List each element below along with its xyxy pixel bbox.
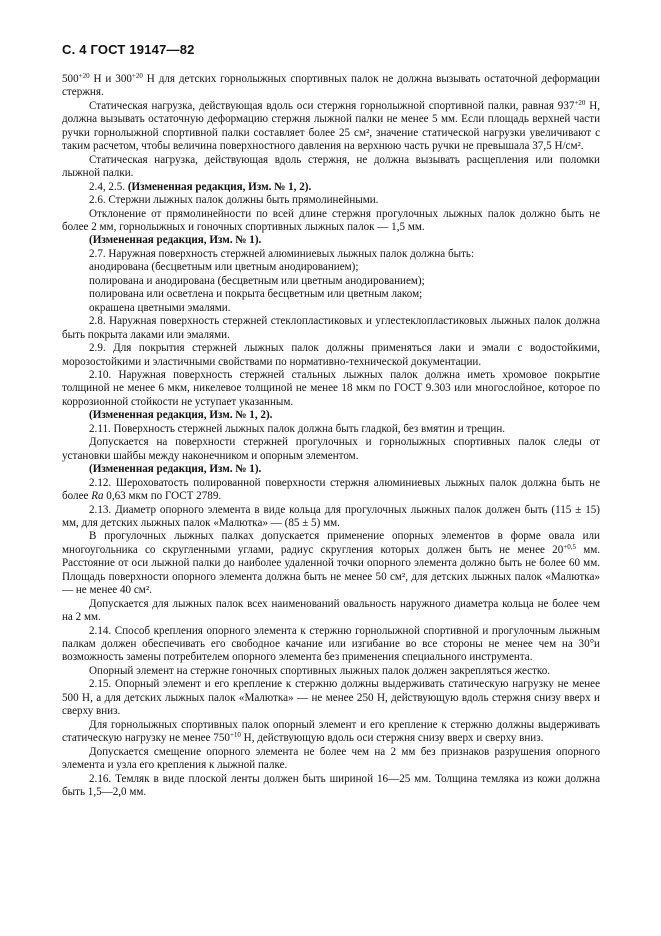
amendment-note: (Измененная редакция, Изм. № 1, 2).: [89, 409, 273, 422]
paragraph: 2.7. Наружная поверхность стержней алюминиевых лыжных палок должна быть:: [89, 247, 475, 260]
paragraph: 2.6. Стержни лыжных палок должны быть прямолинейными.: [89, 194, 379, 207]
paragraph: 2.15. Опорный элемент и его крепление к стержню должны выдерживать статическую нагрузку не менее 500 Н, а для детских лыжных палок «Малютка» — не менее 250 Н, действующую вдоль стержня снизу вверх и сверху вниз.: [62, 678, 600, 718]
list-item: анодирована (бесцветным или цветным анодированием);: [89, 261, 359, 274]
paragraph: 2.11. Поверхность стержней лыжных палок должна быть гладкой, без вмятин и трещин.: [89, 422, 506, 435]
paragraph: Для горнолыжных спортивных палок опорный элемент и его крепление к стержню должны выдерживать статическую нагрузку не менее $750^{+10}$ Н, действующую вдоль оси стержня снизу вверх и сверху вниз.: [62, 718, 600, 745]
amendment-note: (Измененная редакция, Изм. № 1).: [89, 463, 262, 476]
paragraph: 2.4, 2.5. (Измененная редакция, Изм. № 1, 2).: [89, 180, 312, 193]
list-item: окрашена цветными эмалями.: [89, 301, 231, 314]
paragraph: 2.12. Шероховатость полированной поверхности стержня алюминиевых лыжных палок должна быть не более Ra 0,63 мкм по ГОСТ 2789.: [62, 476, 600, 503]
list-item: полирована и анодирована (бесцветным или цветным анодированием);: [89, 274, 425, 287]
paragraph: Опорный элемент на стержне гоночных спортивных лыжных палок должен закрепляться жестко.: [89, 664, 551, 677]
paragraph: В прогулочных лыжных палках допускается применение опорных элементов в форме овала или многоугольника со скругленными углами, радиус скругления которых должен быть не менее $20^{+0,5}$ мм. Расстояние от оси лыжной палки до наиболее удаленной точки опорного элемента должно быть не более 60 мм. Площадь поверхности опорного элемента должна быть не менее 50 см², для детских лыжных палок «Малютка» — не менее 40 см².: [62, 530, 601, 597]
paragraph: 2.10. Наружная поверхность стержней стальных лыжных палок должна иметь хромовое покрытие толщиной не менее 6 мкм, никелевое толщиной не менее 18 мкм по ГОСТ 9.303 или многослойное, которое по коррозионной стойкости не уступает указанным.: [62, 368, 600, 408]
paragraph: Допускается для лыжных палок всех наименований овальность наружного диаметра кольца не более чем на 2 мм.: [62, 597, 600, 624]
list-item: полирована или осветлена и покрыта бесцветным или цветным лаком;: [89, 288, 423, 301]
paragraph: 2.13. Диаметр опорного элемента в виде кольца для прогулочных лыжных палок должен быть (115 ± 15) мм, для детских лыжных палок «Малютка» — (85 ± 5) мм.: [62, 503, 600, 529]
paragraph: Отклонение от прямолинейности по всей длине стержня прогулочных лыжных палок должно быть не более 2 мм, горнолыжных и гоночных спортивных лыжных палок — 1,5 мм.: [62, 207, 600, 233]
paragraph: Статическая нагрузка, действующая вдоль стержня, не должна вызывать расщепления или поломки лыжной палки.: [62, 153, 600, 180]
amendment-note: (Измененная редакция, Изм. № 1, 2).: [127, 180, 312, 193]
page-header: С. 4 ГОСТ 19147—82: [62, 42, 195, 57]
paragraph: Допускается смещение опорного элемента не более чем на 2 мм без признаков разрушения опорного элемента и узла его крепления к лыжной палке.: [62, 745, 600, 772]
amendment-note: (Измененная редакция, Изм. № 1).: [89, 234, 262, 247]
paragraph: $500^{+20}$ Н и $300^{+20}$ Н для детских горнолыжных спортивных палок не должна вызывать остаточной деформации стержня.: [62, 72, 600, 99]
paragraph: 2.9. Для покрытия стержней лыжных палок должны применяться лаки и эмали с водостойкими, морозостойкими и эластичными свойствами по нормативно-технической документации.: [62, 342, 600, 368]
document-body: [62, 73, 600, 799]
paragraph: Допускается на поверхности стержней прогулочных и горнолыжных спортивных палок следы от установки шайбы между наконечником и опорным элементом.: [62, 436, 600, 462]
paragraph: 2.16. Темляк в виде плоской ленты должен быть шириной 16—25 мм. Толщина темляка из кожи должна быть 1,5—2,0 мм.: [62, 772, 600, 799]
paragraph: 2.8. Наружная поверхность стержней стеклопластиковых и углестеклопластиковых лыжных палок должна быть покрыта лаками или эмалями.: [62, 315, 600, 341]
paragraph: 2.14. Способ крепления опорного элемента к стержню горнолыжной спортивной и прогулочным лыжным палкам должен обеспечивать его свободное качание или изгибание во все стороны не менее чем на 30°и возможность замены потребителем опорного элемента без применения специального инструмента.: [62, 624, 600, 664]
paragraph: Статическая нагрузка, действующая вдоль оси стержня горнолыжной спортивной палки, равная $937^{+20}$ Н, должна вызывать остаточную деформацию стержня лыжной палки не менее 5 мм. Если площадь верхней части ручки горнолыжной спортивной палки составляет более 25 см², значение статической нагрузки увеличивают с таким расчетом, чтобы величина поверхностного давления на верхнюю часть ручки не превышала 37,5 Н/см².: [62, 98, 601, 153]
